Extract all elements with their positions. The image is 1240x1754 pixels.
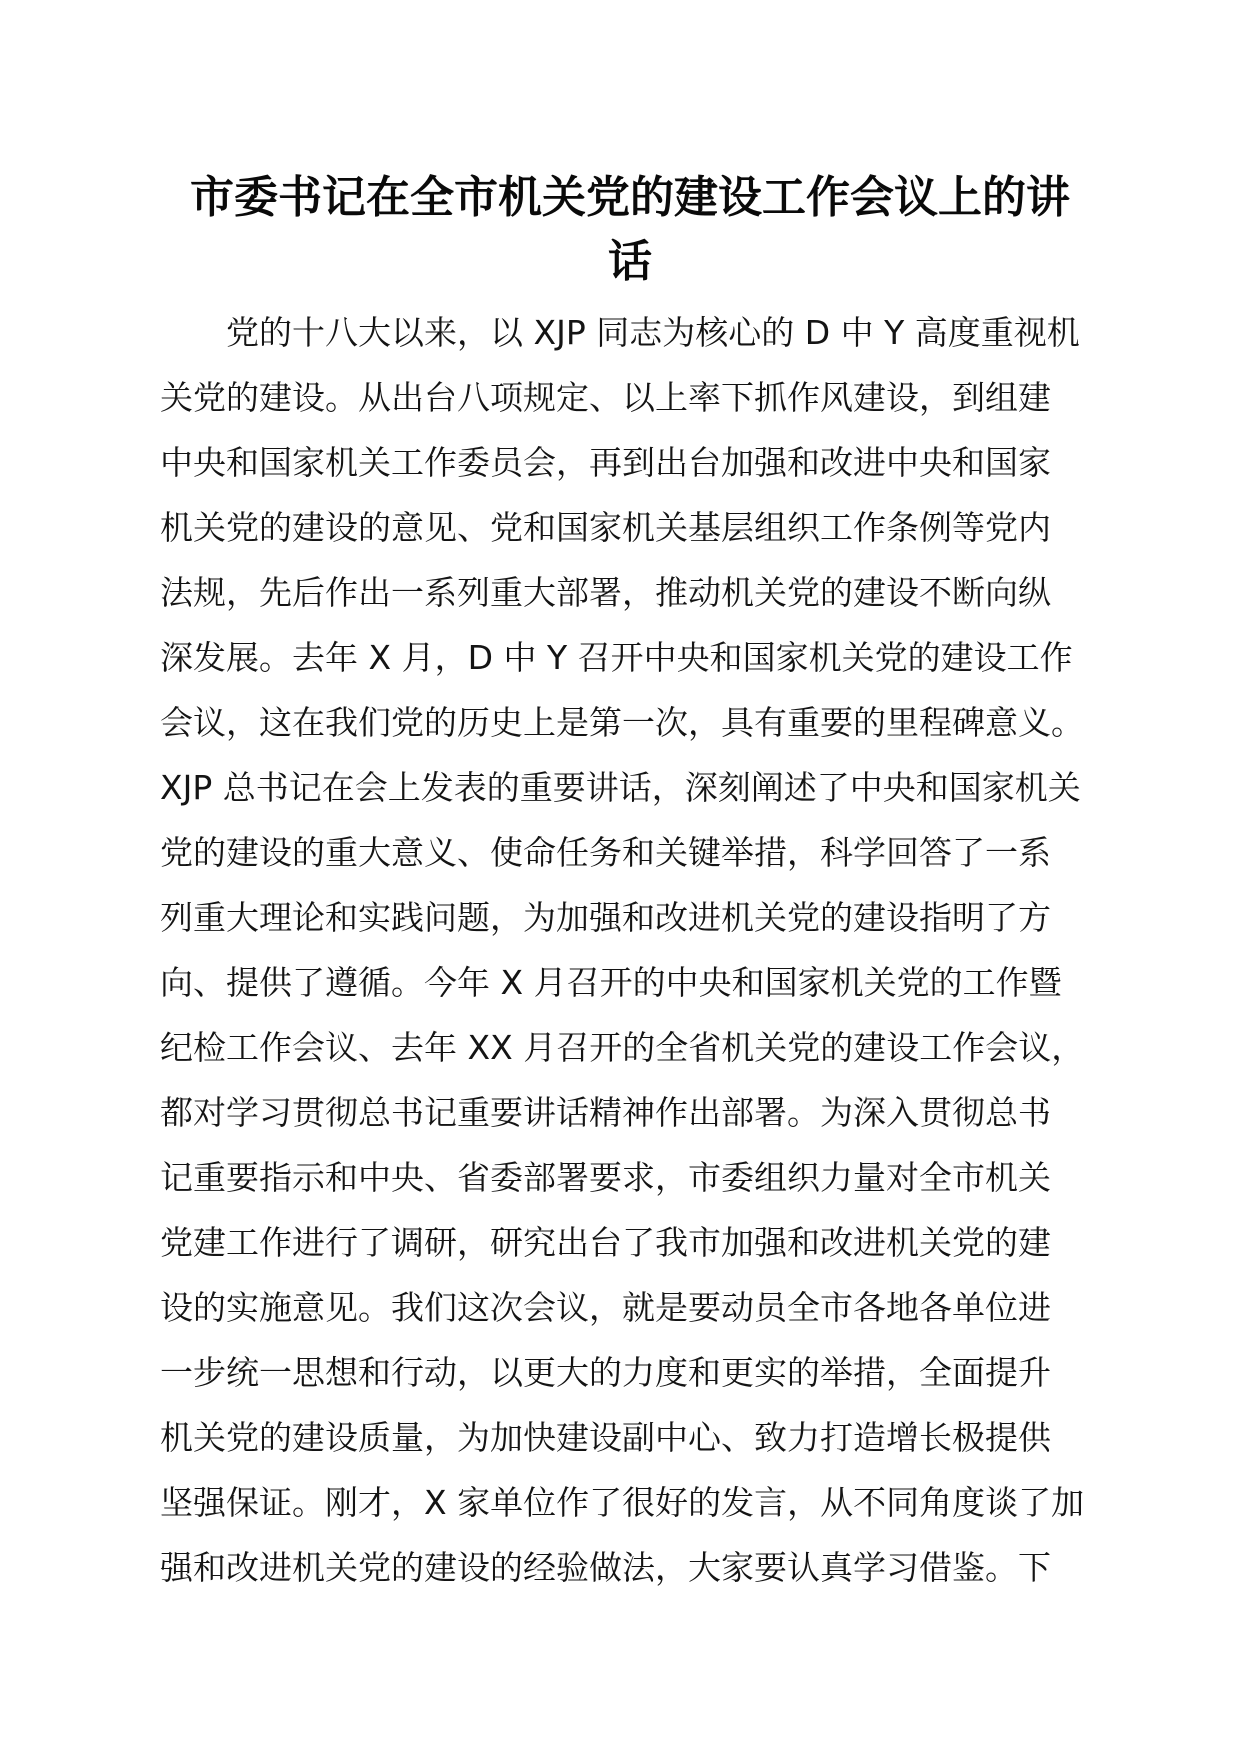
body-line: 向、提供了遵循。今年 X 月召开的中央和国家机关党的工作暨 <box>160 963 1062 1002</box>
body-line: 机关党的建设的意见、党和国家机关基层组织工作条例等党内 <box>160 508 1051 547</box>
body-line: 坚强保证。刚才，X 家单位作了很好的发言，从不同角度谈了加 <box>160 1483 1085 1522</box>
body-line: 会议，这在我们党的历史上是第一次，具有重要的里程碑意义。 <box>160 703 1084 742</box>
body-line: 列重大理论和实践问题，为加强和改进机关党的建设指明了方 <box>160 898 1051 937</box>
body-line: 一步统一思想和行动，以更大的力度和更实的举措，全面提升 <box>160 1353 1051 1392</box>
body-line: 关党的建设。从出台八项规定、以上率下抓作风建设，到组建 <box>160 378 1051 417</box>
body-line: 中央和国家机关工作委员会，再到出台加强和改进中央和国家 <box>160 443 1051 482</box>
body-line: 记重要指示和中央、省委部署要求，市委组织力量对全市机关 <box>160 1158 1051 1197</box>
body-line: 党的建设的重大意义、使命任务和关键举措，科学回答了一系 <box>160 833 1051 872</box>
body-line: XJP 总书记在会上发表的重要讲话，深刻阐述了中央和国家机关 <box>160 768 1081 807</box>
body-line: 纪检工作会议、去年 XX 月召开的全省机关党的建设工作会议， <box>160 1028 1085 1067</box>
title-line-2: 话 <box>608 236 652 287</box>
body-line: 党的十八大以来，以 XJP 同志为核心的 D 中 Y 高度重视机 <box>226 313 1080 352</box>
title-line-1: 市委书记在全市机关党的建设工作会议上的讲 <box>190 172 1070 223</box>
body-line: 机关党的建设质量，为加快建设副中心、致力打造增长极提供 <box>160 1418 1051 1457</box>
document-title <box>160 166 1100 294</box>
body-line: 都对学习贯彻总书记重要讲话精神作出部署。为深入贯彻总书 <box>160 1093 1051 1132</box>
body-line: 强和改进机关党的建设的经验做法，大家要认真学习借鉴。下 <box>160 1548 1051 1587</box>
body-line: 深发展。去年 X 月，D 中 Y 召开中央和国家机关党的建设工作 <box>160 638 1073 677</box>
body-line: 设的实施意见。我们这次会议，就是要动员全市各地各单位进 <box>160 1288 1051 1327</box>
body-line: 党建工作进行了调研，研究出台了我市加强和改进机关党的建 <box>160 1223 1051 1262</box>
body-line: 法规，先后作出一系列重大部署，推动机关党的建设不断向纵 <box>160 573 1051 612</box>
body-paragraph <box>160 300 1100 1600</box>
